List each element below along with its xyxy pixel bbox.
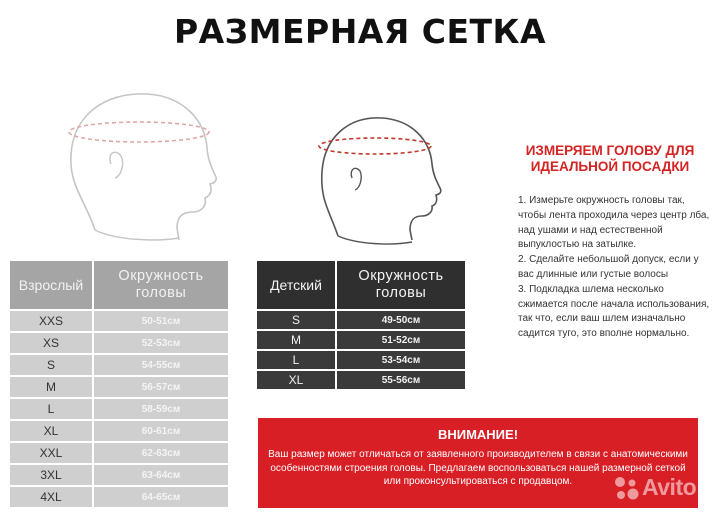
measure-title: ИЗМЕРЯЕМ ГОЛОВУ ДЛЯ ИДЕАЛЬНОЙ ПОСАДКИ (525, 143, 695, 174)
adult-size-table (8, 259, 230, 509)
range-cell: 53-54см (336, 350, 466, 370)
adult-header-value: Окружность головы (93, 260, 229, 310)
range-cell: 58-59см (93, 398, 229, 420)
size-cell: XXL (9, 442, 93, 464)
range-cell: 49-50см (336, 310, 466, 330)
table-row (9, 420, 229, 442)
adult-header-label: Взрослый (9, 260, 93, 310)
size-cell: 4XL (9, 486, 93, 508)
size-cell: M (9, 376, 93, 398)
size-cell: L (256, 350, 336, 370)
table-row (9, 310, 229, 332)
adult-table-header (9, 260, 229, 310)
range-cell: 64-65см (93, 486, 229, 508)
size-cell: S (256, 310, 336, 330)
warning-text: Ваш размер может отличаться от заявленного производителем в связи с анатомическими особенностями строения головы. Предлагаем воспользоваться нашей размерной сеткой или проконсультироваться с продавцом. (268, 449, 688, 487)
child-header-value: Окружность головы (336, 260, 466, 310)
table-row (256, 310, 466, 330)
child-size-table (255, 259, 467, 391)
child-header-label: Детский (256, 260, 336, 310)
table-row (9, 376, 229, 398)
avito-text: Avito (642, 474, 697, 500)
size-cell: 3XL (9, 464, 93, 486)
table-row (256, 330, 466, 350)
range-cell: 56-57см (93, 376, 229, 398)
instruction-step: 1. Измерьте окружность головы так, чтобы лента проходила через центр лба, над ушами и над естественной выпуклостью на затылке. (518, 195, 710, 251)
table-row (256, 350, 466, 370)
avito-logo-icon (610, 474, 642, 502)
warning-title: ВНИМАНИЕ! (437, 427, 519, 442)
avito-watermark (610, 472, 720, 504)
range-cell: 50-51см (93, 310, 229, 332)
instructions (518, 194, 713, 342)
adult-head-icon (55, 80, 225, 250)
child-table-header (256, 260, 466, 310)
size-cell: XL (256, 370, 336, 390)
range-cell: 51-52см (336, 330, 466, 350)
range-cell: 54-55см (93, 354, 229, 376)
table-row (9, 332, 229, 354)
range-cell: 52-53см (93, 332, 229, 354)
page-title: РАЗМЕРНАЯ СЕТКА (173, 12, 547, 51)
instruction-step: 3. Подкладка шлема несколько сжимается после начала использования, так что, если ваш шлем изначально садится туго, это вполне нормально. (518, 283, 710, 340)
size-cell: XL (9, 420, 93, 442)
table-row (9, 486, 229, 508)
table-row (256, 370, 466, 390)
range-cell: 63-64см (93, 464, 229, 486)
child-head-icon (310, 108, 450, 248)
table-row (9, 464, 229, 486)
size-cell: M (256, 330, 336, 350)
size-cell: XS (9, 332, 93, 354)
table-row (9, 354, 229, 376)
size-cell: XXS (9, 310, 93, 332)
table-row (9, 398, 229, 420)
range-cell: 55-56см (336, 370, 466, 390)
instruction-step: 2. Сделайте небольшой допуск, если у вас длинные или густые волосы (518, 254, 699, 280)
size-cell: S (9, 354, 93, 376)
range-cell: 60-61см (93, 420, 229, 442)
size-cell: L (9, 398, 93, 420)
table-row (9, 442, 229, 464)
range-cell: 62-63см (93, 442, 229, 464)
